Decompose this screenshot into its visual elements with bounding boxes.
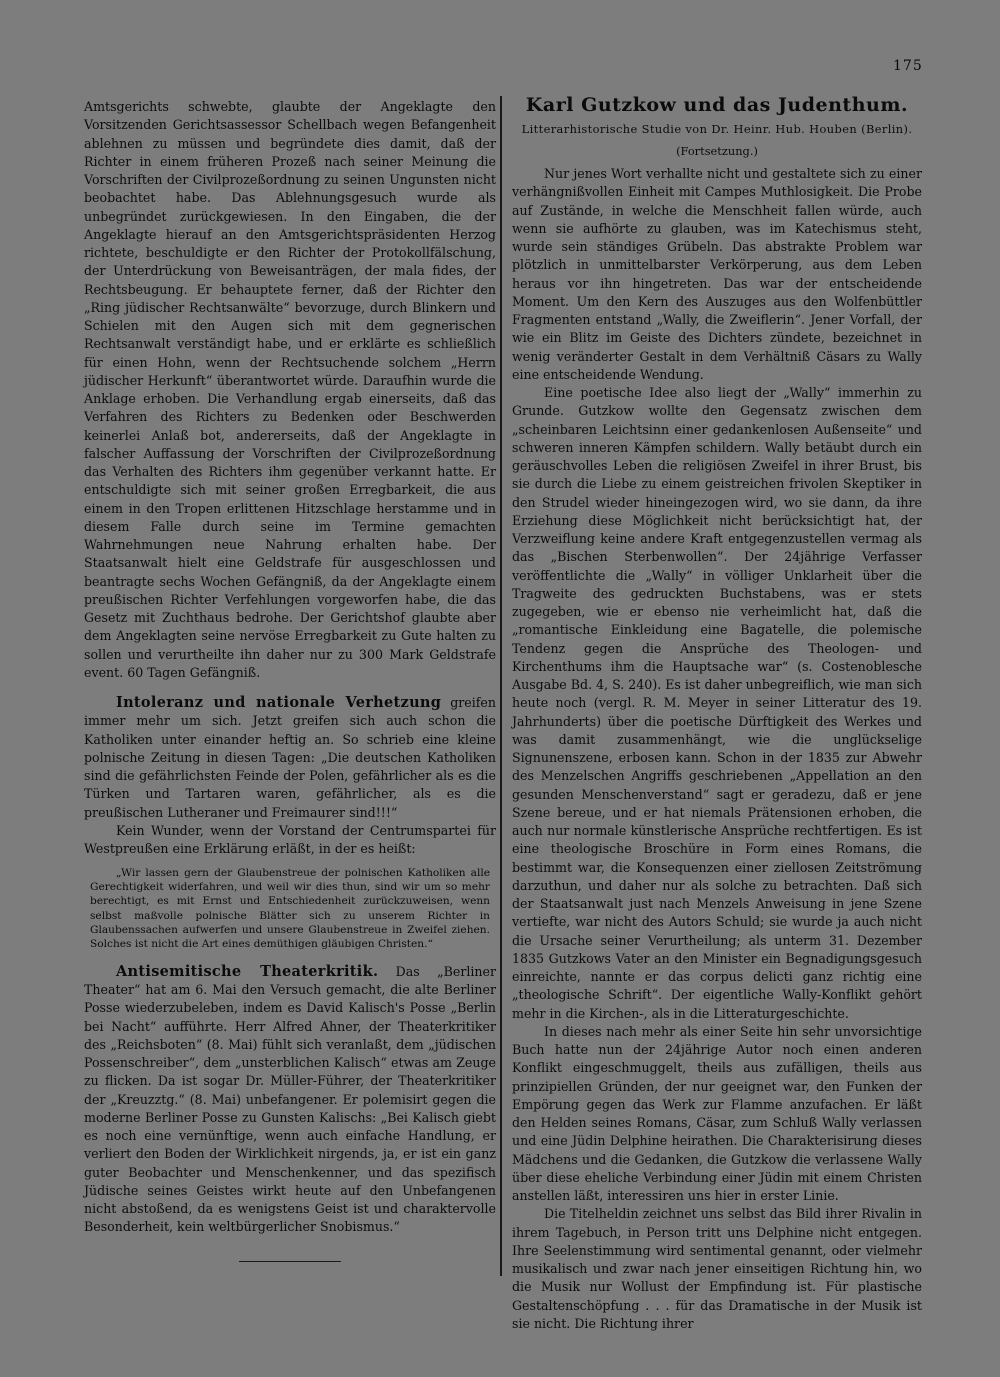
centrum-quote-text: „Wir lassen gern der Glaubenstreue der polnischen Katholiken alle Gerechtigkeit widerfahren, und weil wir dies thun, sind wir um so mehr berechtigt, es mit Ernst und Entschiedenheit zurückzuweisen, wenn selbst maßvolle polnische Blätter sich zu unserem Richter in Glaubenssachen aufwerfen und unsere Glaubenstreue in Zweifel ziehen. Solches ist nicht die Art eines demüthigen gläubigen Christen.“ bbox=[90, 867, 490, 950]
theaterkritik-body: Das „Berliner Theater“ hat am 6. Mai den Versuch gemacht, die alte Berliner Posse wiederzubeleben, indem es David Kalisch's Posse „Berlin bei Nacht“ aufführte. Herr Alfred Ahner, der Theaterkritiker des „Reichsboten“ (8. Mai) fühlt sich veranlaßt, dem „jüdischen Possenschreiber“, dem „unsterblichen Kalisch“ etwas am Zeuge zu flicken. Da ist sogar Dr. Müller-Führer, der Theaterkritiker der „Kreuzztg.“ (8. Mai) unbefangener. Er polemisirt gegen die moderne Berliner Posse zu Gunsten Kalischs: „Bei Kalisch giebt es noch eine vernünftige, wenn auch einfache Handlung, er verliert den Boden der Wirklichkeit nirgends, ja, er ist ein ganz guter Beobachter und Menschenkenner, und das spezifisch Jüdische seines Geistes wirkt heute auf den Unbefangenen nicht abstoßend, da es wenigstens Geist ist und charaktervolle Besonderheit, kein weltbürgerlicher Snobismus.“ bbox=[84, 963, 496, 1235]
article-paragraph: Eine poetische Idee also liegt der „Wally“ immerhin zu Grunde. Gutzkow wollte den Gegensatz zwischen dem „scheinbaren Leichtsinn einer gedankenlosen Außenseite“ und schweren inneren Kämpfen schildern. Wally betäubt durch ein geräuschvolles Leben die religiösen Zweifel in ihrer Brust, bis sie durch die Liebe zu einem geistreichen frivolen Skeptiker in den Strudel wieder hineingezogen wird, wo sie dann, da ihre Erziehung diese Möglichkeit nicht berücksichtigt hat, der Verzweiflung keine andere Kraft entgegenzustellen vermag als das „Bischen Sterbenwollen“. Der 24jährige Verfasser veröffentlichte die „Wally“ in völliger Unklarheit über die Tragweite des gedruckten Buchstabens, was er stets zugegeben, wie er ebenso nie verheimlicht hat, daß die „romantische Einkleidung eine Bagatelle, die polemische Tendenz gegen die Ansprüche des Theologen- und Kirchenthums ihm die Hauptsache war“ (s. Costenoblesche Ausgabe Bd. 4, S. 240). Es ist daher unbegreiflich, wie man sich heute noch (vergl. R. M. Meyer in seiner Litteratur des 19. Jahrhunderts) über die poetische Dürftigkeit des Werkes und was damit zusammenhängt, wie die unglückselige Signunenszene, erbosen kann. Schon in der 1835 zur Abwehr des Menzelschen Angriffs geschriebenen „Appellation an den gesunden Menschenverstand“ sagt er geradezu, daß er jene Szene bereue, und er hat niemals Prätensionen erhoben, die auch nur normale künstlerische Ansprüche rechtfertigen. Es ist eine theologische Broschüre in Form eines Romans, die bestimmt war, die Konsequenzen einer ziellosen Zeitströmung darzuthun, und daher nur als solche zu betrachten. Daß sich der Staatsanwalt just nach Menzels Anweisung in jene Szene vertiefte, war nicht des Autors Schuld; sie wurde ja auch nicht die Ursache seiner Verurtheilung; als unterm 31. Dezember 1835 Gutzkows Vater an den Minister ein Begnadigungsgesuch einreichte, nannte er das corpus delicti ganz richtig eine „theologische Schrift“. Der eigentliche Wally-Konflikt gehört mehr in die Kirchen-, als in die Litteraturgeschichte. bbox=[512, 385, 922, 1021]
article-title: Karl Gutzkow und das Judenthum. bbox=[525, 94, 909, 116]
theaterkritik-paragraph bbox=[84, 963, 496, 1237]
end-rule bbox=[239, 1261, 341, 1262]
article-byline: Litterarhistorische Studie von Dr. Heinr. Hub. Houben (Berlin). bbox=[521, 122, 913, 136]
column-divider bbox=[500, 96, 502, 1276]
article-paragraph: Nur jenes Wort verhallte nicht und gestaltete sich zu einer verhängnißvollen Einheit mit Campes Muthlosigkeit. Die Probe auf Zustände, in welche die Menschheit fallen würde, auch wenn sie aufhörte zu glauben, was im Katechismus steht, wurde sein ständiges Grübeln. Das abstrakte Problem war plötzlich in unmittelbarster Verkörperung, aus dem Leben heraus vor ihn hingetreten. Das war der entscheidende Moment. Um den Kern des Auszuges aus den Wolfenbüttler Fragmenten entstand „Wally, die Zweiflerin“. Jener Vorfall, der wie ein Blitz im Geiste des Dichters zündete, bezeichnet in wenig veränderter Gestalt in dem Verhältniß Cäsars zu Wally eine entscheidende Wendung. bbox=[512, 166, 922, 382]
article-paragraph: Die Titelheldin zeichnet uns selbst das Bild ihrer Rivalin in ihrem Tagebuch, in Person tritt uns Delphine nicht entgegen. Ihre Seelenstimmung wird sentimental genannt, oder vielmehr musikalisch und zwar nach jener einseitigen Richtung hin, wo die Musik nur Wollust der Empfindung ist. Für plastische Gestaltenschöpfung . . . für das Dramatische in der Musik ist sie nicht. Die Richtung ihrer bbox=[512, 1206, 922, 1331]
centrum-quote bbox=[90, 866, 490, 951]
theaterkritik-heading: Antisemitische Theaterkritik. bbox=[116, 962, 379, 980]
intoleranz-heading: Intoleranz und nationale Verhetzung bbox=[116, 694, 442, 711]
left-column bbox=[84, 98, 496, 1262]
page-number: 175 bbox=[893, 58, 923, 74]
continuation-note: (Fortsetzung.) bbox=[676, 144, 758, 158]
section-theaterkritik bbox=[84, 963, 496, 1237]
intoleranz-body: greifen immer mehr um sich. Jetzt greifen sich auch schon die Katholiken unter einander heftig an. So schrieb eine kleine polnische Zeitung in diesen Tagen: „Die deutschen Katholiken sind die gefährlichsten Feinde der Polen, gefährlicher als es die Türken und Tartaren waren, gefährlicher, als es die preußischen Lutheraner und Freimaurer sind!!!“ bbox=[84, 695, 496, 820]
right-column bbox=[512, 94, 922, 1333]
intro-paragraph: Amtsgerichts schwebte, glaubte der Angeklagte den Vorsitzenden Gerichtsassessor Schellbach wegen Befangenheit ablehnen zu müssen und begründete dies damit, daß der Richter in einem früheren Prozeß nach seiner Meinung die Vorschriften der Civilprozeßordnung zu seinen Ungunsten nicht beobachtet habe. Das Ablehnungsgesuch wurde als unbegründet zurückgewiesen. In den Eingaben, die der Angeklagte hierauf an den Amtsgerichtspräsidenten Herzog richtete, beschuldigte er den Richter der Protokollfälschung, der Unterdrückung von Beweisanträgen, der mala fides, der Rechtsbeugung. Er behauptete ferner, daß der Richter den „Ring jüdischer Rechtsanwälte“ bevorzuge, durch Blinkern und Schielen mit den Augen sich mit dem gegnerischen Rechtsanwalt verständigt habe, und er erklärte es schließlich für einen Hohn, wenn der Rechtsuchende solchem „Herrn jüdischer Herkunft“ überantwortet würde. Daraufhin wurde die Anklage erhoben. Die Verhandlung ergab einerseits, daß das Verfahren des Richters zu Bedenken oder Beschwerden keinerlei Anlaß bot, andererseits, daß der Angeklagte in falscher Auffassung der Vorschriften der Civilprozeßordnung das Verhalten des Richters ihm gegenüber verkannt hatte. Er entschuldigte sich mit seiner großen Erregbarkeit, die aus einem in den Tropen erlittenen Hitzschlage herstamme und in diesem Falle durch seine im Termine gemachten Wahrnehmungen neue Nahrung erhalten habe. Der Staatsanwalt hielt eine Geldstrafe für ausgeschlossen und beantragte sechs Wochen Gefängniß, da der Angeklagte einem preußischen Richter Verfehlungen vorgeworfen habe, die das Gesetz mit Zuchthaus bedrohe. Der Gerichtshof glaubte aber dem Angeklagten seine nervöse Erregbarkeit zu Gute halten zu sollen und verurtheilte ihn daher nur zu 300 Mark Geldstrafe event. 60 Tagen Gefängniß. bbox=[84, 99, 496, 680]
article-paragraph: In dieses nach mehr als einer Seite hin sehr unvorsichtige Buch hatte nun der 24jährige Autor noch einen anderen Konflikt eingeschmuggelt, theils aus zufälligen, theils aus prinzipiellen Gründen, der nur geeignet war, den Funken der Empörung gegen das Werk zur Flamme anzufachen. Er läßt den Helden seines Romans, Cäsar, zum Schluß Wally verlassen und eine Jüdin Delphine heirathen. Die Charakterisirung dieses Mädchens und die Gedanken, die Gutzkow die verlassene Wally über diese eheliche Verbindung einer Jüdin mit einem Christen anstellen läßt, interessiren uns hier in erster Linie. bbox=[512, 1023, 922, 1203]
section-intoleranz bbox=[84, 694, 496, 951]
intoleranz-paragraph bbox=[84, 694, 496, 822]
intoleranz-followup: Kein Wunder, wenn der Vorstand der Centrumspartei für Westpreußen eine Erklärung erläßt, in der es heißt: bbox=[84, 822, 496, 856]
